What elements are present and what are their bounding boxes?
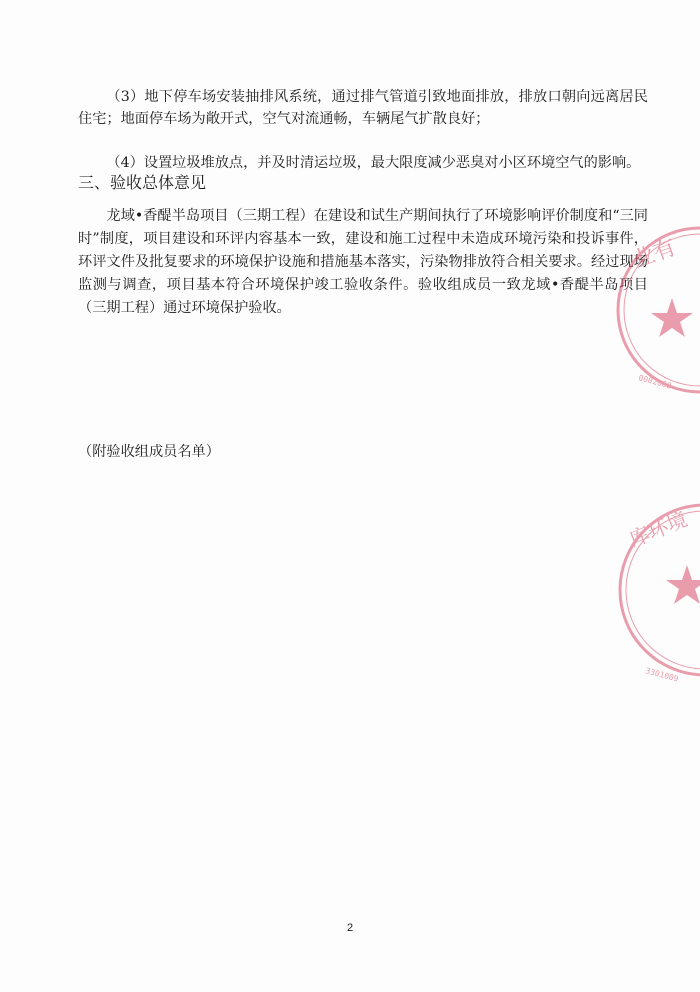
company-seal-lower (605, 495, 700, 685)
svg-text:0002068: 0002068 (637, 373, 673, 391)
appendix-note: （附验收组成员名单） (78, 444, 220, 460)
page-number: 2 (346, 922, 354, 934)
paragraph-item-4: （4）设置垃圾堆放点，并及时清运垃圾，最大限度减少恶臭对小区环境空气的影响。 (106, 155, 641, 171)
paragraph-item-3: （3）地下停车场安装抽排风系统，通过排气管道引致地面排放，排放口朝向远离居民住宅；地面停车场为敞开式，空气对流通畅，车辆尾气扩散良好； (78, 89, 648, 127)
seal-star-icon (666, 565, 700, 604)
svg-text:库环境: 库环境 (625, 506, 691, 552)
seal-star-icon (651, 298, 693, 337)
svg-text:3301009: 3301009 (644, 666, 680, 684)
paragraph-conclusion: 龙域•香醍半岛项目（三期工程）在建设和试生产期间执行了环境影响评价制度和“三同时”制度，项目建设和环评内容基本一致，建设和施工过程中未造成环境污染和投诉事件，环评文件及批复要求的环境保护设施和措施基本落实，污染物排放符合相关要求。经过现场监测与调查，项目基本符合环境保护竣工验收条件。验收组成员一致龙域•香醍半岛项目（三期工程）通过环境保护验收。 (78, 208, 648, 316)
section-heading: 三、验收总体意见 (78, 173, 207, 192)
svg-text:业有: 业有 (629, 235, 680, 274)
company-seal-upper (600, 220, 700, 400)
